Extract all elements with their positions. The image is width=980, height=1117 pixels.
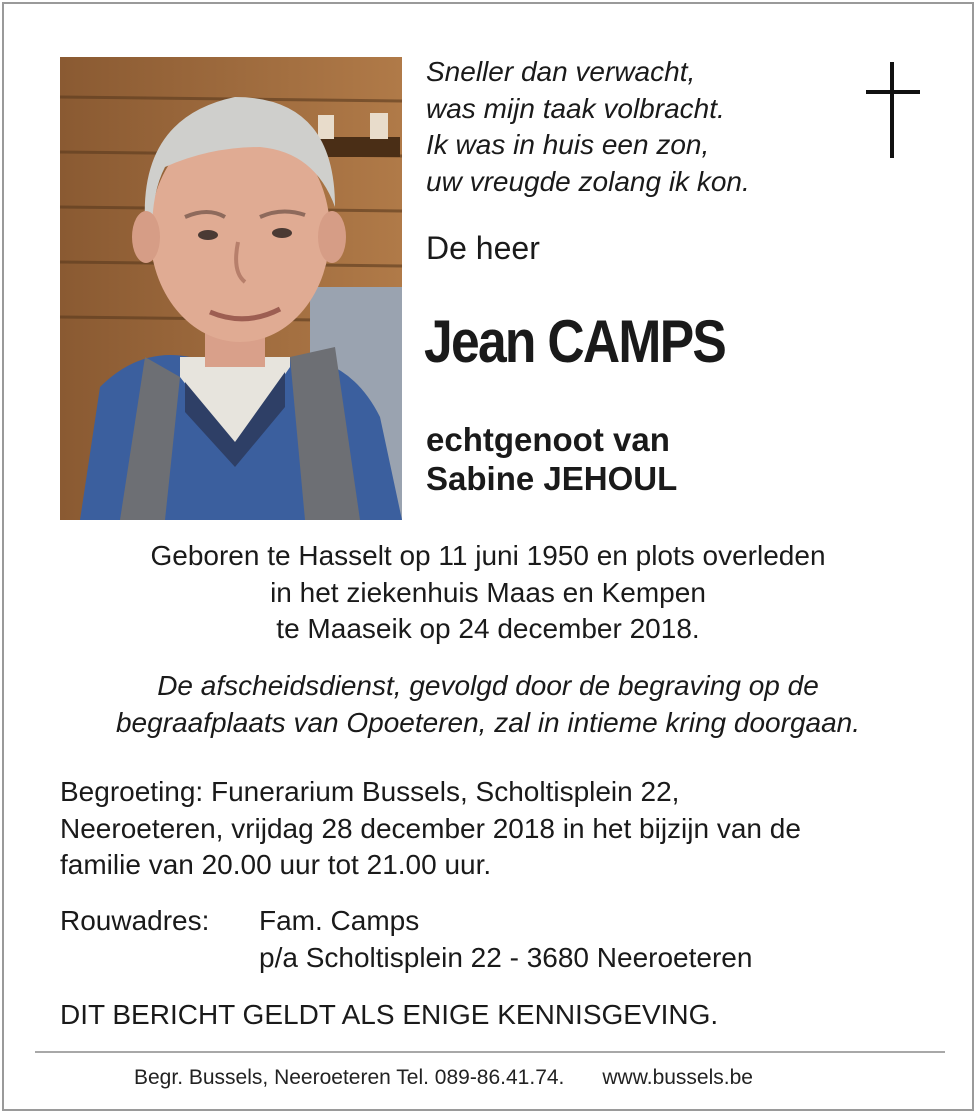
spouse-relation: echtgenoot van: [426, 421, 670, 458]
service-line: De afscheidsdienst, gevolgd door de begraving op de: [157, 670, 819, 701]
poem-line: Sneller dan verwacht,: [426, 56, 696, 87]
address-label: Rouwadres:: [60, 905, 210, 936]
poem-line: was mijn taak volbracht.: [426, 92, 725, 124]
website-link[interactable]: www.bussels.be: [602, 1066, 753, 1089]
cross-vertical: [890, 62, 894, 158]
visitation-line: Begroeting: Funerarium Bussels, Scholtisplein 22,: [60, 776, 680, 807]
funeral-service-info: [0, 668, 976, 741]
poem-line: Ik was in huis een zon,: [426, 129, 710, 160]
footer-contact: Begr. Bussels, Neeroeteren Tel. 089-86.41.74.: [134, 1066, 565, 1089]
poem: [426, 54, 846, 200]
spouse-name: Sabine JEHOUL: [426, 460, 678, 497]
birth-line: Geboren te Hasselt op 11 juni 1950 en plots overleden: [150, 540, 826, 571]
visitation-line: Neeroeteren, vrijdag 28 december 2018 in het bijzijn van de: [60, 812, 801, 844]
portrait-photo: [60, 57, 402, 520]
spouse-info: [426, 420, 677, 498]
birth-line: te Maaseik op 24 december 2018.: [276, 613, 700, 644]
mourning-address: [259, 903, 752, 976]
portrait-image: [60, 57, 402, 520]
visitation-info: [60, 774, 940, 884]
service-line: begraafplaats van Opoeteren, zal in intieme kring doorgaan.: [115, 706, 861, 738]
address-line: p/a Scholtisplein 22 - 3680 Neeroeteren: [259, 941, 753, 973]
footer: [134, 1066, 753, 1090]
notice-statement: DIT BERICHT GELDT ALS ENIGE KENNISGEVING.: [60, 999, 719, 1030]
birth-death-info: [0, 538, 976, 648]
address-line: Fam. Camps: [259, 905, 420, 936]
poem-line: uw vreugde zolang ik kon.: [426, 165, 750, 197]
cross-horizontal: [866, 90, 920, 94]
cross-icon: [860, 62, 924, 158]
deceased-name: Jean CAMPS: [424, 308, 726, 375]
birth-line: in het ziekenhuis Maas en Kempen: [270, 576, 706, 608]
honorific-title: De heer: [426, 230, 540, 266]
visitation-line: familie van 20.00 uur tot 21.00 uur.: [60, 849, 492, 880]
divider: [35, 1051, 945, 1053]
